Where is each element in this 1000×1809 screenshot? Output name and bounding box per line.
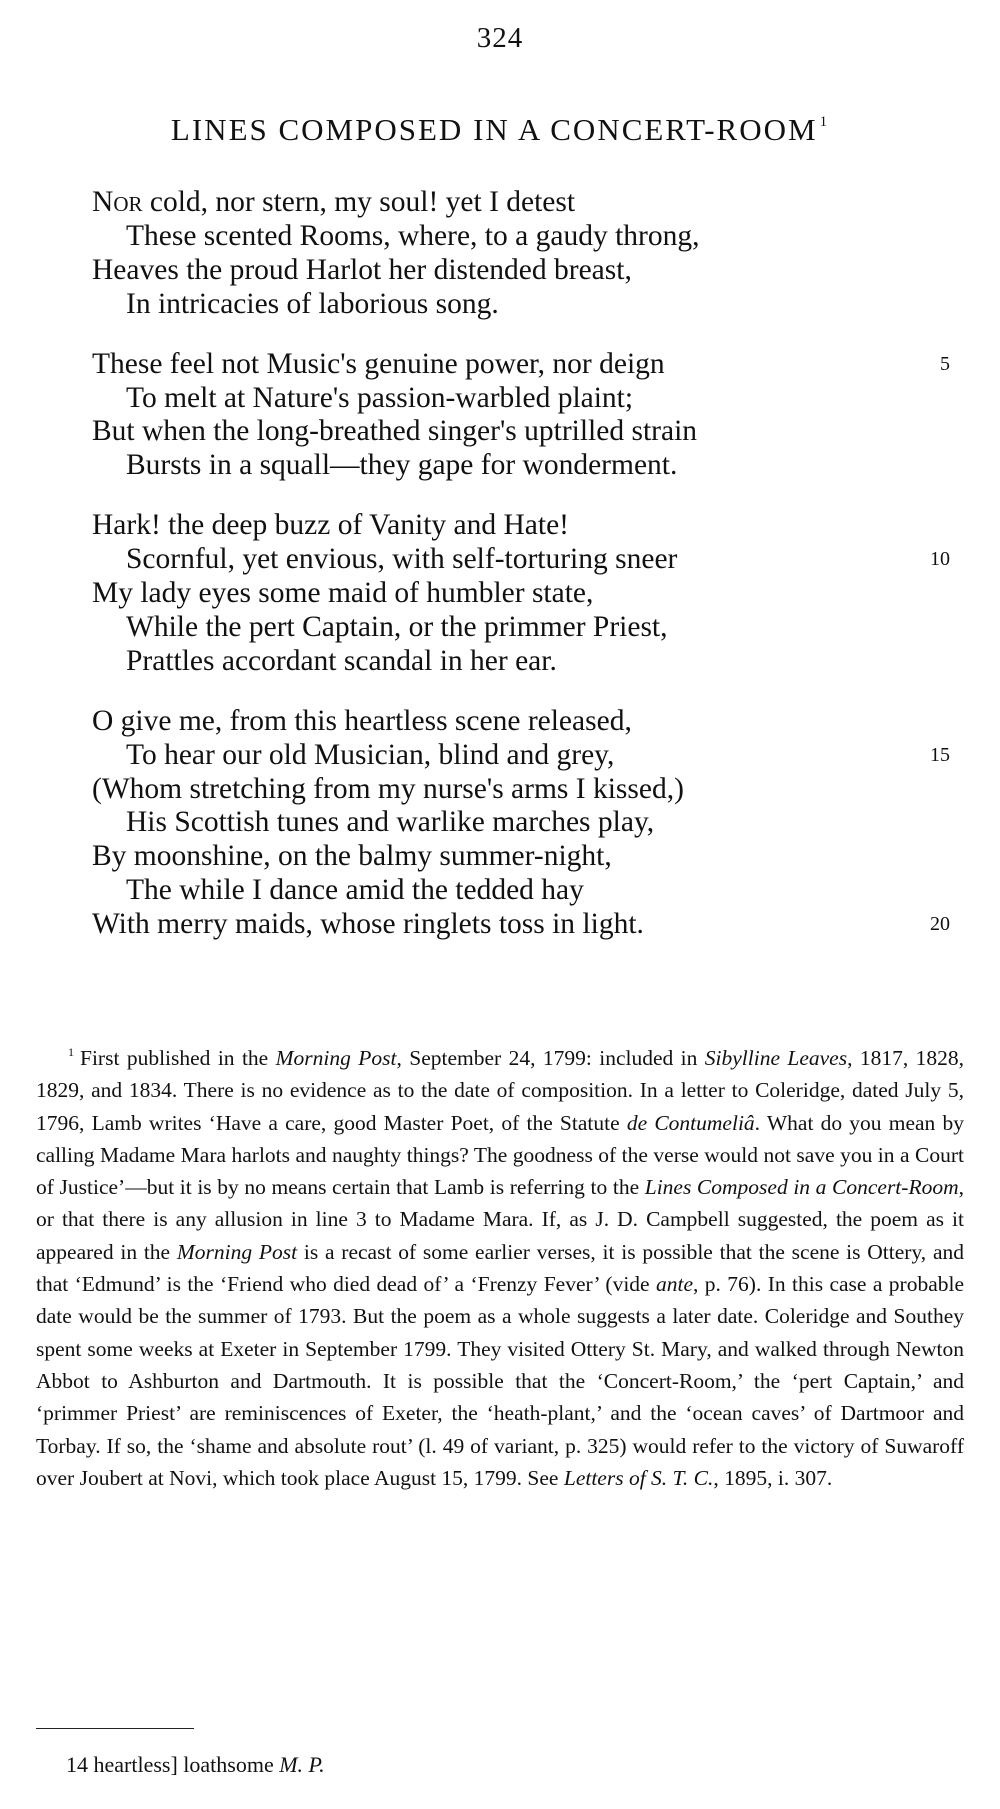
footnote-text: , 1895, i. 307.	[713, 1465, 833, 1490]
footnote-italic-text: Letters of S. T. C.	[563, 1465, 714, 1490]
poem-line-text: Heaves the proud Harlot her distended breast,	[92, 253, 632, 286]
footnote-separator-rule	[36, 1728, 194, 1729]
footnote-text: , 1817, 1828, 1829, and 1834. There is no evidence as to the date of composition. In a letter to Coleridge, dated July 5, 1796, Lamb writes ‘Have a care, good Master Poet, of the Statute	[36, 1046, 965, 1135]
poem-line-text: By moonshine, on the balmy summer-night,	[92, 840, 612, 873]
poem-line-text: Hark! the deep buzz of Vanity and Hate!	[92, 509, 569, 542]
line-number: 15	[930, 743, 950, 766]
poem-line-text: cold, nor stern, my soul! yet I detest	[142, 186, 576, 218]
poem-line-text: My lady eyes some maid of humbler state,	[92, 577, 594, 609]
poem-line-text: To hear our old Musician, blind and grey,	[126, 738, 615, 771]
footnote-text: , or that there is any allusion in line 3 to Madame Mara. If, as J. D. Campbell suggested, the poem as it appeared in the	[36, 1175, 964, 1264]
poem-title	[0, 112, 1000, 148]
poem-title-text: LINES COMPOSED IN A CONCERT-ROOM	[170, 112, 818, 147]
variant-line-number: 14	[66, 1752, 88, 1777]
poem-line	[92, 904, 644, 944]
poem-line-text: To melt at Nature's passion-warbled plaint;	[126, 381, 634, 414]
poem-line-text: Prattles accordant scandal in her ear.	[126, 644, 557, 677]
poem-line	[126, 284, 499, 324]
variant-source: M. P.	[279, 1752, 325, 1777]
footnote-italic-text: Morning Post	[275, 1046, 397, 1070]
poem-line	[126, 445, 677, 485]
line-number: 20	[930, 913, 950, 936]
poem-line-text: These feel not Music's genuine power, nor deign	[92, 347, 665, 380]
footnote-mark: 1	[68, 1045, 74, 1059]
poem-line-text: Scornful, yet envious, with self-torturing sneer	[126, 543, 678, 576]
poem-line-text: While the pert Captain, or the primmer Priest,	[126, 610, 668, 643]
poem-line-text: In intricacies of laborious song.	[126, 287, 499, 320]
footnote-italic-text: ante	[655, 1272, 694, 1297]
poem-line-text: These scented Rooms, where, to a gaudy throng,	[126, 219, 700, 252]
textual-variant-note	[66, 1752, 325, 1778]
line-number: 10	[930, 548, 950, 571]
footnote-text: , September 24, 1799: included in	[396, 1046, 705, 1070]
page-number: 324	[476, 22, 524, 54]
variant-reading: heartless] loathsome	[93, 1752, 274, 1777]
footnote-text: is a recast of some earlier verses, it is possible that the scene is Ottery, and that ‘Edmund’ is the ‘Friend who died dead of’ a ‘Frenzy Fever’ (vide	[36, 1239, 964, 1297]
poem-line-text: The while I dance amid the tedded hay	[126, 874, 584, 907]
footnote-italic-text: Lines Composed in a Concert-Room	[644, 1175, 959, 1200]
line-number: 5	[940, 352, 950, 375]
footnote	[36, 1036, 964, 1494]
footnote-text: First published in the	[80, 1046, 276, 1070]
poem-line-text: (Whom stretching from my nurse's arms I kissed,)	[92, 772, 684, 805]
first-word-rest: OR	[113, 192, 143, 216]
footnote-italic-text: Sibylline Leaves	[704, 1046, 848, 1070]
poem-line-text: With merry maids, whose ringlets toss in light.	[92, 908, 644, 941]
footnote-text: , p. 76). In this case a probable date would be the summer of 1793. But the poem as a whole suggests a later date. Coleridge and Southey spent some weeks at Exeter in September 1799. They visited Ottery St. Mary, and walked through Newton Abbot to Ashburton and Dartmouth. It is possible that the ‘Concert-Room,’ the ‘pert Captain,’ and ‘primmer Priest’ are reminiscences of Exeter, the ‘heath-plant,’ and the ‘ocean caves’ of Dartmoor and Torbay. If so, the ‘shame and absolute rout’ (l. 49 of variant, p. 325) would refer to the victory of Suwaroff over Joubert at Novi, which took place August 15, 1799. See	[36, 1272, 965, 1490]
poem-line-text: Bursts in a squall—they gape for wonderment.	[126, 449, 678, 482]
footnote-reference: 1	[819, 114, 830, 130]
footnote-italic-text: de Contumeliâ	[626, 1110, 755, 1135]
poem-line-text: His Scottish tunes and warlike marches play,	[126, 806, 655, 839]
footnote-text: . What do you mean by calling Madame Mara harlots and naughty things? The goodness of the verse would not save you in a Court of Justice’—but it is by no means certain that Lamb is referring to the	[36, 1110, 965, 1200]
first-word-initial: N	[92, 186, 114, 218]
footnote-italic-text: Morning Post	[176, 1239, 298, 1264]
poem-line-text: O give me, from this heartless scene released,	[92, 704, 632, 737]
poem-line-text: But when the long-breathed singer's uptrilled strain	[92, 415, 698, 448]
poem-line	[126, 641, 557, 681]
